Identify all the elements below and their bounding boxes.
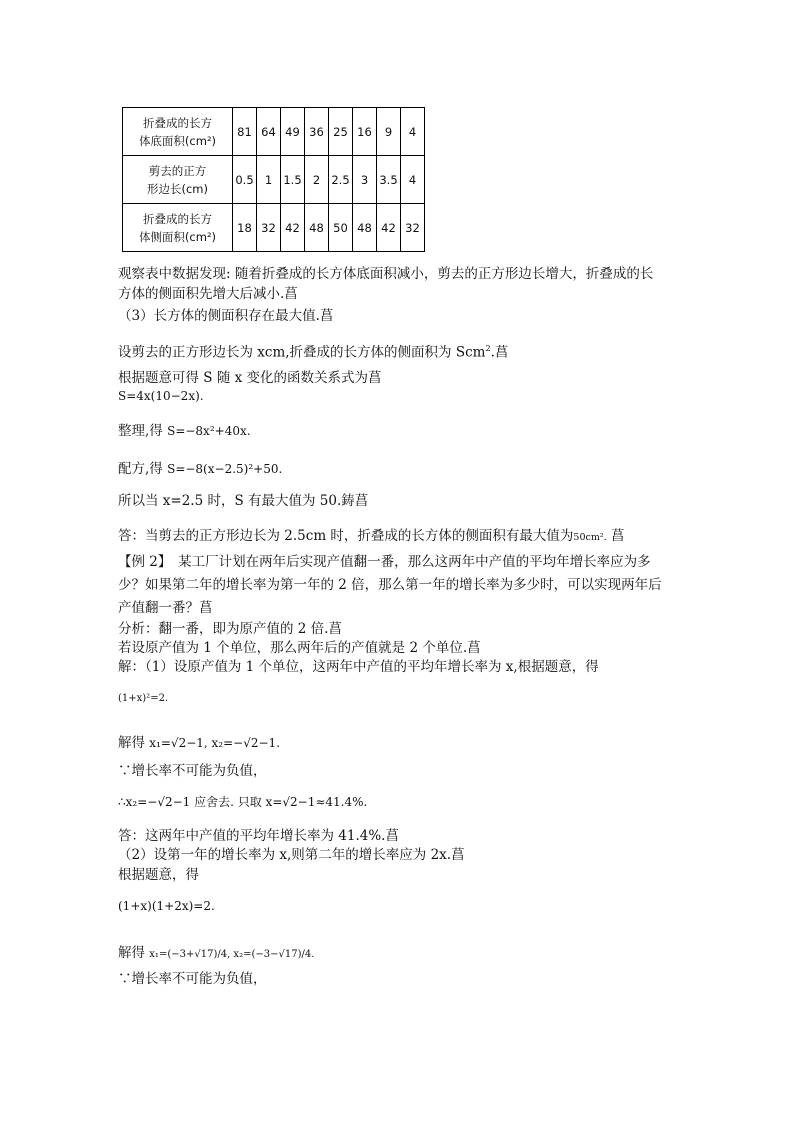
equation: (1+x)(1+2x)=2. [118, 899, 215, 913]
table-cell: 1 [257, 156, 281, 204]
table-cell: 64 [257, 108, 281, 156]
table-cell: 81 [233, 108, 257, 156]
table-cell: 32 [257, 204, 281, 252]
table-row [123, 156, 425, 204]
equation: (1+x)²=2. [118, 693, 169, 704]
table-cell: 2 [305, 156, 329, 204]
table-cell: 3 [353, 156, 377, 204]
text-line: 设剪去的正方形边长为 xcm,折叠成的长方体的侧面积为 Scm$^2$.菖 [118, 344, 509, 361]
table-cell: 18 [233, 204, 257, 252]
text-line: ∵增长率不可能为负值， [118, 971, 267, 987]
table-cell: 50 [329, 204, 353, 252]
table-cell: 42 [377, 204, 401, 252]
text-line: 观察表中数据发现: 随着折叠成的长方体底面积减小，剪去的正方形边长增大，折叠成的长 [118, 266, 654, 282]
text-line: 整理,得 S=−8x²+40x. [118, 423, 251, 439]
example-heading: 【例 2】 某工厂计划在两年后实现产值翻一番，那么这两年中产值的平均年增长率应为多 [118, 554, 651, 570]
text-line: 配方,得 S=−8(x−2.5)²+50. [118, 461, 283, 477]
table-cell: 48 [305, 204, 329, 252]
table-cell: 9 [377, 108, 401, 156]
text-line: 解得 x₁=(−3+√17)/4, x₂=(−3−√17)/4. [118, 945, 315, 961]
text-line: 根据题意，得 [118, 867, 199, 883]
equation: S=−8x²+40x. [167, 424, 251, 438]
text-line: 答：这两年中产值的平均年增长率为 41.4%.菖 [118, 828, 399, 844]
table-cell: 4 [401, 156, 425, 204]
table-cell: 49 [281, 108, 305, 156]
text-line: 答：当剪去的正方形边长为 2.5cm 时，折叠成的长方体的侧面积有最大值为50cm². 菖 [118, 528, 625, 544]
table-row [123, 108, 425, 156]
row-header: 折叠成的长方 体侧面积(cm²) [123, 204, 233, 252]
text-line: ∵增长率不可能为负值， [118, 763, 267, 779]
table-cell: 0.5 [233, 156, 257, 204]
table-cell: 32 [401, 204, 425, 252]
table-cell: 16 [353, 108, 377, 156]
text-line: 少？如果第二年的增长率为第一年的 2 倍，那么第一年的增长率为多少时，可以实现两年后 [118, 577, 662, 593]
row-header: 折叠成的长方 体底面积(cm²) [123, 108, 233, 156]
text-line: 若设原产值为 1 个单位，那么两年后的产值就是 2 个单位.菖 [118, 640, 481, 656]
equation: x₁=√2−1, x₂=−√2−1. [149, 736, 281, 750]
table-cell: 4 [401, 108, 425, 156]
text-line: 方体的侧面积先增大后减小.菖 [118, 286, 298, 302]
table-cell: 48 [353, 204, 377, 252]
text-line: 所以当 x=2.5 时，S 有最大值为 50.鋳菖 [118, 493, 369, 509]
table-row [123, 204, 425, 252]
text-line: 解：（1）设原产值为 1 个单位，这两年中产值的平均年增长率为 x,根据题意，得 [118, 659, 599, 675]
table-cell: 36 [305, 108, 329, 156]
text-line: 分析：翻一番，即为原产值的 2 倍.菖 [118, 621, 342, 637]
table-cell: 42 [281, 204, 305, 252]
table-cell: 25 [329, 108, 353, 156]
text-line: （3）长方体的侧面积存在最大值.菖 [118, 308, 334, 324]
table-cell: 2.5 [329, 156, 353, 204]
table-cell: 1.5 [281, 156, 305, 204]
equation: x₁=(−3+√17)/4, x₂=(−3−√17)/4. [149, 949, 315, 960]
text-line: （2）设第一年的增长率为 x,则第二年的增长率应为 2x.菖 [118, 847, 465, 863]
equation: S=4x(10−2x). [118, 389, 204, 403]
row-header: 剪去的正方 形边长(cm) [123, 156, 233, 204]
text-line: 产值翻一番？菖 [118, 600, 213, 616]
text-line: 解得 x₁=√2−1, x₂=−√2−1. [118, 735, 281, 751]
text-line: 根据题意可得 S 随 x 变化的函数关系式为菖 [118, 370, 382, 386]
table-cell: 3.5 [377, 156, 401, 204]
data-table [122, 107, 425, 252]
equation: ∴x₂=−√2−1 应舍去. 只取 x=√2−1≈41.4%. [118, 795, 368, 809]
equation: S=−8(x−2.5)²+50. [167, 462, 283, 476]
